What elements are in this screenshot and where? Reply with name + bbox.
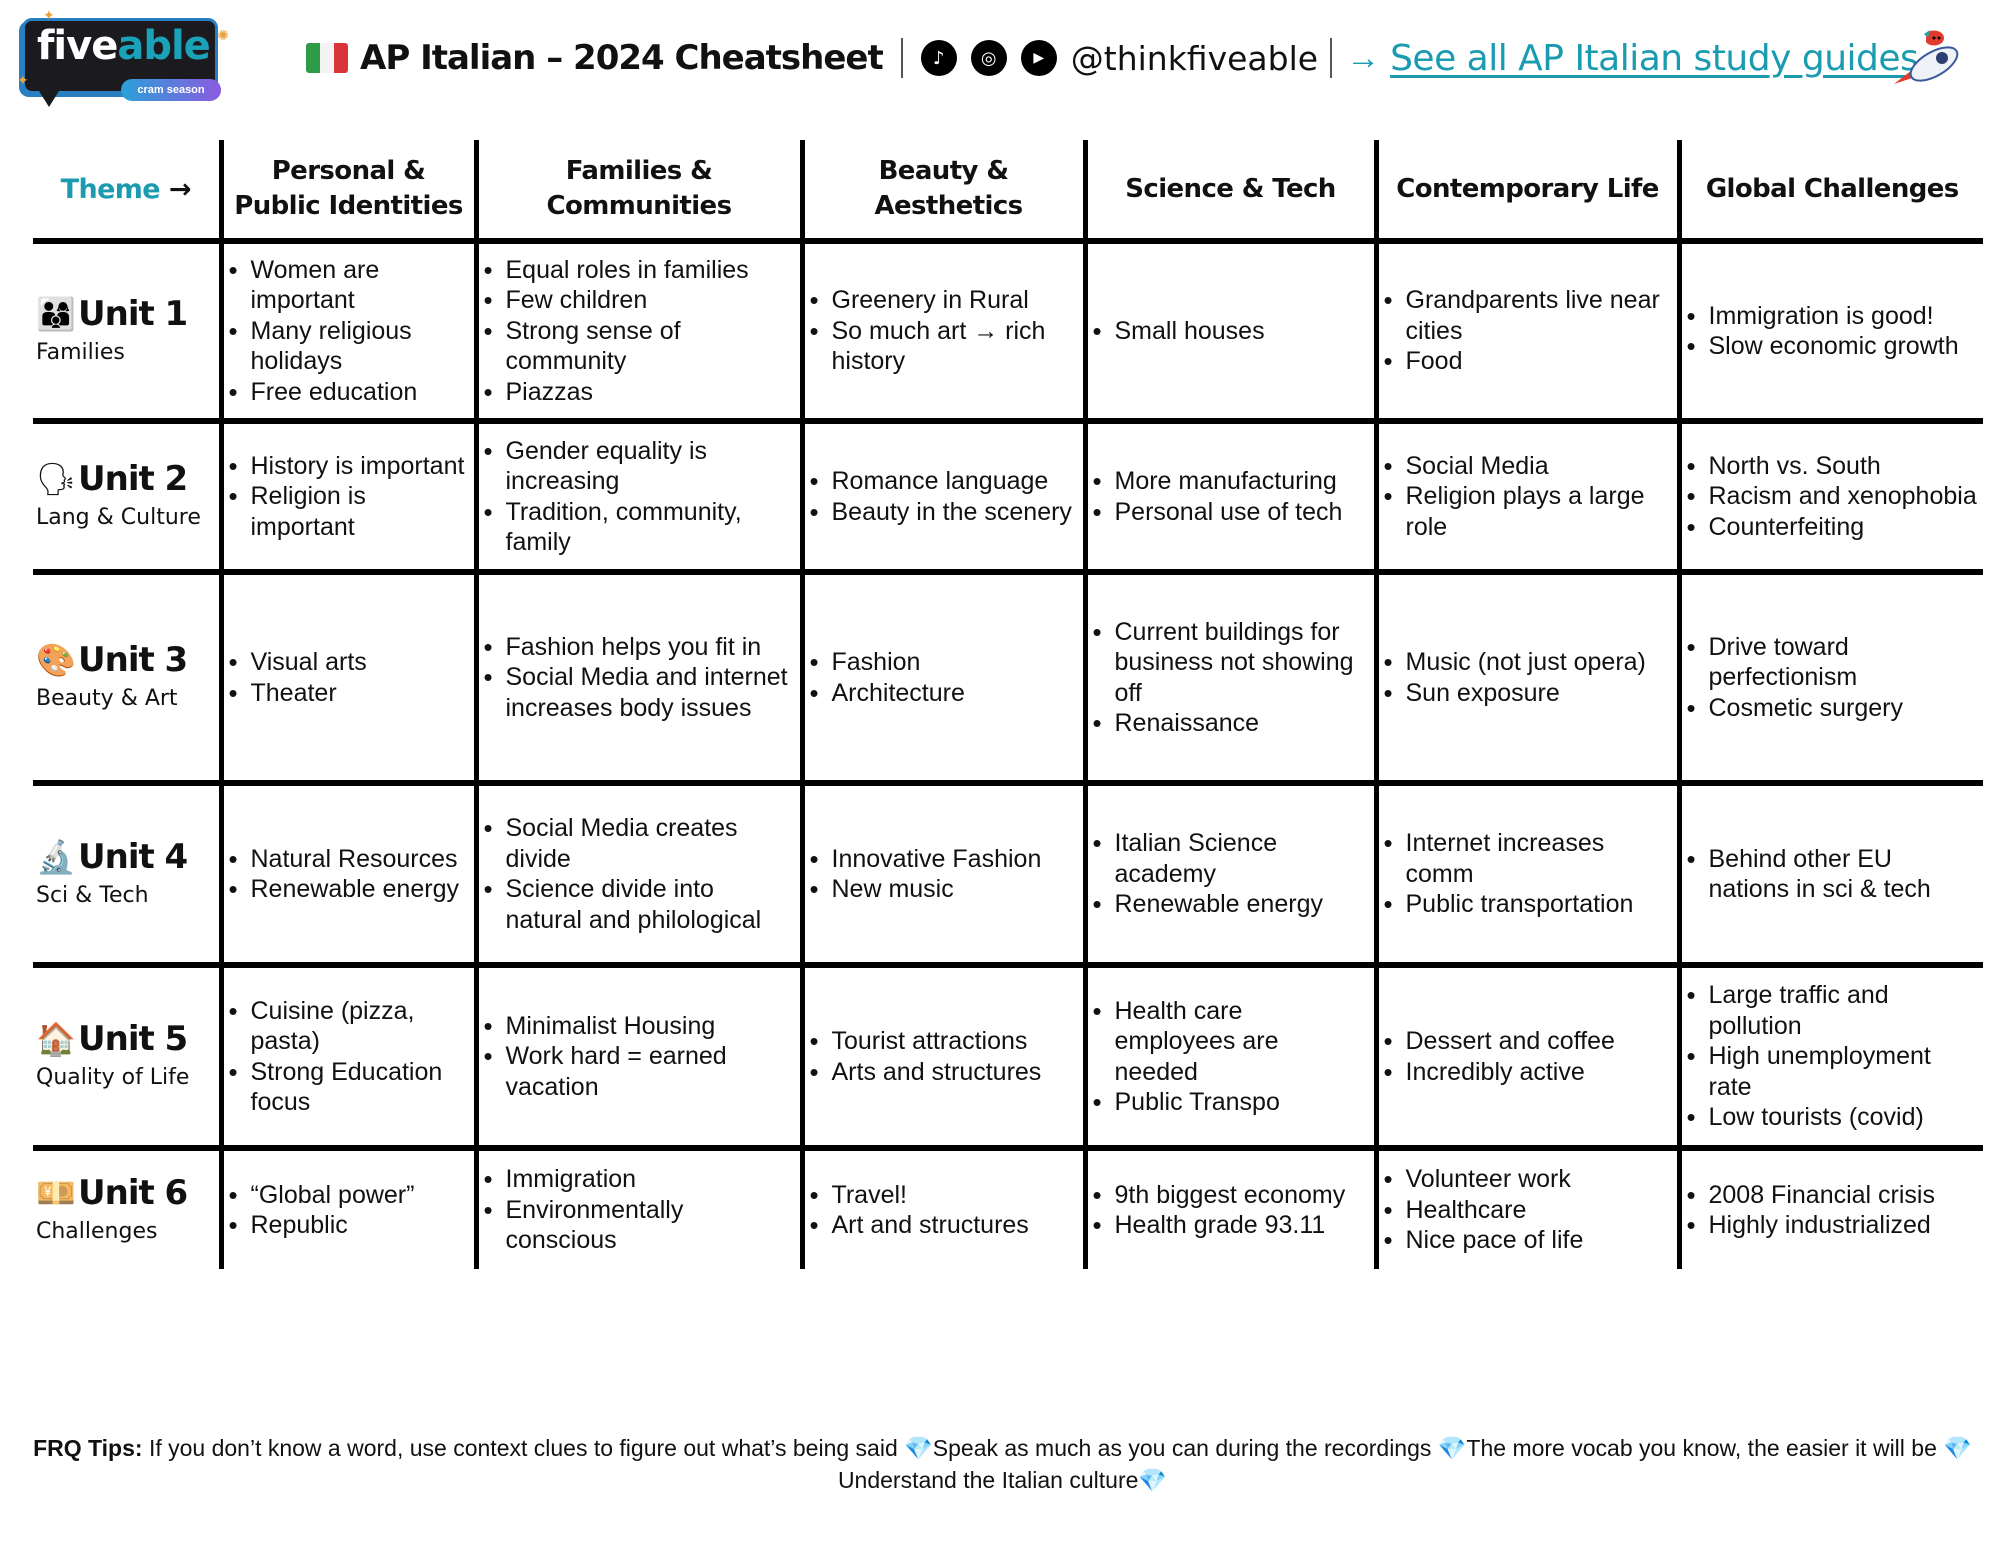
bullet-item: • Fashion (832, 647, 1077, 678)
gem-icon: 💎 (1138, 1467, 1168, 1493)
theme-cell (802, 783, 1085, 965)
bullet-list (1682, 980, 1984, 1133)
bullet-item: • 2008 Financial crisis (1709, 1180, 1978, 1211)
tip: Understand the Italian culture (837, 1467, 1139, 1493)
bullet-item: • Public Transpo (1115, 1087, 1368, 1118)
bullet-item: • Renewable energy (251, 874, 468, 905)
unit-name: Unit 4 (78, 836, 188, 877)
unit-row (33, 572, 1983, 783)
bullet-item: • Immigration is good! (1709, 301, 1978, 332)
theme-cell (1085, 1148, 1376, 1269)
frq-tips (30, 1432, 1975, 1496)
logo-wordmark: fiveable (37, 23, 210, 69)
bullet-list (1088, 1180, 1374, 1241)
bullet-item: • Social Media (1406, 451, 1671, 482)
unit-row (33, 965, 1983, 1148)
unit-name: Unit 1 (78, 293, 188, 334)
bullet-item: • Art and structures (832, 1210, 1077, 1241)
unit-label-cell (33, 241, 221, 421)
bullet-item: • Renaissance (1115, 708, 1368, 739)
theme-cell (1679, 241, 1983, 421)
bullet-item: • Republic (251, 1210, 468, 1241)
theme-cell (1085, 572, 1376, 783)
bullet-item: • Arts and structures (832, 1057, 1077, 1088)
title-bar (306, 30, 1918, 86)
theme-cell (1376, 1148, 1679, 1269)
bullet-item: • Music (not just opera) (1406, 647, 1671, 678)
bullet-item: • Food (1406, 346, 1671, 377)
theme-cell (802, 241, 1085, 421)
tiktok-icon[interactable]: ♪ (921, 40, 957, 76)
theme-cell (1085, 965, 1376, 1148)
bullet-item: • Health care employees are needed (1115, 996, 1368, 1088)
tip: Speak as much as you can during the recordings (932, 1435, 1432, 1461)
unit-name: Unit 5 (78, 1019, 188, 1059)
unit-label-cell (33, 421, 221, 572)
theme-cell (221, 1148, 476, 1269)
header (0, 0, 2000, 120)
bullet-list (479, 813, 800, 935)
bullet-item: • Health grade 93.11 (1115, 1210, 1368, 1241)
bullet-item: • Fashion helps you fit in (506, 632, 794, 663)
bullet-item: • Natural Resources (251, 844, 468, 875)
bullet-item: • Religion plays a large role (1406, 481, 1671, 542)
bullet-item: • Drive toward perfectionism (1709, 632, 1978, 693)
theme-cell (221, 783, 476, 965)
theme-cell (221, 241, 476, 421)
bullet-item: • Healthcare (1406, 1195, 1671, 1226)
theme-cell (802, 965, 1085, 1148)
bullet-list (479, 255, 800, 408)
bullet-list (224, 1180, 474, 1241)
bullet-item: • Current buildings for business not showing off (1115, 617, 1368, 709)
theme-cell (476, 241, 802, 421)
theme-header: Contemporary Life (1376, 140, 1679, 241)
bullet-list (805, 844, 1083, 905)
gem-icon: 💎 (904, 1435, 933, 1461)
bullet-item: • Environmentally conscious (506, 1195, 794, 1256)
bullet-item: • Grandparents live near cities (1406, 285, 1671, 346)
unit-title (36, 1173, 219, 1213)
bullet-item: • Innovative Fashion (832, 844, 1077, 875)
bullet-list (1088, 617, 1374, 739)
unit-title (36, 459, 219, 499)
bullet-item: • Women are important (251, 255, 468, 316)
arrow-right-icon: → (1346, 38, 1381, 77)
theme-cell (1376, 965, 1679, 1148)
theme-cell (221, 421, 476, 572)
theme-cell (476, 1148, 802, 1269)
bullet-item: • More manufacturing (1115, 466, 1368, 497)
bullet-list (1682, 844, 1984, 905)
theme-header: Families & Communities (476, 140, 802, 241)
study-guides-link[interactable]: See all AP Italian study guides (1390, 37, 1919, 79)
bullet-item: • Travel! (832, 1180, 1077, 1211)
gem-icon: 💎 (1437, 1435, 1467, 1461)
bullet-item: • Theater (251, 678, 468, 709)
unit-row (33, 1148, 1983, 1269)
bullet-list (1379, 451, 1677, 543)
bullet-list (1379, 1026, 1677, 1087)
bullet-list (805, 1180, 1083, 1241)
arrow-right-icon: → (168, 173, 191, 205)
theme-corner-label: Theme → (33, 140, 221, 241)
theme-cell (1679, 783, 1983, 965)
bullet-item: • Strong Education focus (251, 1057, 468, 1118)
bullet-item: • Slow economic growth (1709, 331, 1978, 362)
theme-cell (221, 572, 476, 783)
theme-header: Personal & Public Identities (221, 140, 476, 241)
fiveable-logo[interactable] (17, 7, 229, 96)
bullet-list (479, 436, 800, 558)
unit-subtitle: Quality of Life (36, 1065, 190, 1091)
bullet-item: • Counterfeiting (1709, 512, 1978, 543)
theme-header: Global Challenges (1679, 140, 1983, 241)
bullet-list (1379, 285, 1677, 377)
bullet-item: • Large traffic and pollution (1709, 980, 1978, 1041)
bullet-item: • Internet increases comm (1406, 828, 1671, 889)
bullet-list (1682, 1180, 1984, 1241)
bullet-list (1088, 828, 1374, 920)
theme-cell (802, 421, 1085, 572)
sparkle-icon: ✦ (43, 7, 55, 23)
theme-cell (1085, 783, 1376, 965)
bullet-item: • Strong sense of community (506, 316, 794, 377)
unit-row (33, 421, 1983, 572)
bullet-item: • History is important (251, 451, 468, 482)
theme-cell (1376, 783, 1679, 965)
bullet-item: • Dessert and coffee (1406, 1026, 1671, 1057)
unit-row (33, 241, 1983, 421)
unit-label-cell (33, 965, 221, 1148)
bullet-item: • “Global power” (251, 1180, 468, 1211)
theme-cell (476, 965, 802, 1148)
bullet-list (1088, 316, 1374, 347)
unit-subtitle: Beauty & Art (36, 686, 178, 712)
unit-title (36, 294, 219, 334)
page-title: AP Italian – 2024 Cheatsheet (360, 38, 883, 78)
bullet-item: • Cuisine (pizza, pasta) (251, 996, 468, 1057)
bullet-item: • Visual arts (251, 647, 468, 678)
theme-header: Science & Tech (1085, 140, 1376, 241)
italy-flag-icon (306, 43, 348, 73)
bullet-item: • New music (832, 874, 1077, 905)
bullet-item: • Work hard = earned vacation (506, 1041, 794, 1102)
unit-label-cell (33, 572, 221, 783)
bullet-list (479, 1011, 800, 1103)
speaking-head-icon: 🗣 (35, 461, 77, 497)
microscope-icon: 🔬 (36, 838, 76, 875)
divider (901, 38, 903, 78)
bullet-item: • Beauty in the scenery (832, 497, 1077, 528)
sparkle-icon: ✦ (17, 72, 29, 88)
bullet-item: • Sun exposure (1406, 678, 1671, 709)
bullet-item: • Tourist attractions (832, 1026, 1077, 1057)
bullet-list (805, 647, 1083, 708)
bullet-item: • North vs. South (1709, 451, 1978, 482)
unit-row (33, 783, 1983, 965)
cram-season-badge: cram season (121, 79, 221, 101)
bullet-item: • Racism and xenophobia (1709, 481, 1978, 512)
theme-cell (802, 572, 1085, 783)
unit-label-cell (33, 783, 221, 965)
bullet-list (224, 451, 474, 543)
bullet-item: • Behind other EU nations in sci & tech (1709, 844, 1978, 905)
youtube-icon[interactable]: ▶ (1021, 40, 1057, 76)
bullet-list (805, 466, 1083, 527)
family-icon: 👨‍👩‍👦 (36, 295, 76, 332)
theme-header: Beauty & Aesthetics (802, 140, 1085, 241)
bullet-item: • Minimalist Housing (506, 1011, 794, 1042)
bullet-item: • Tradition, community, family (506, 497, 794, 558)
theme-cell (1679, 965, 1983, 1148)
bullet-list (1682, 451, 1984, 543)
theme-cell (1376, 421, 1679, 572)
bullet-item: • Free education (251, 377, 468, 408)
bullet-list (224, 255, 474, 408)
theme-cell (1679, 1148, 1983, 1269)
bullet-list (1379, 1164, 1677, 1256)
bullet-list (1088, 996, 1374, 1118)
bullet-item: • 9th biggest economy (1115, 1180, 1368, 1211)
yen-banknote-icon: 💴 (36, 1174, 76, 1211)
bullet-list (224, 844, 474, 905)
bullet-item: • Gender equality is increasing (506, 436, 794, 497)
theme-cell (802, 1148, 1085, 1269)
theme-header-row (33, 140, 1983, 241)
bullet-item: • Piazzas (506, 377, 794, 408)
bullet-item: • Social Media creates divide (506, 813, 794, 874)
palette-icon: 🎨 (36, 642, 76, 678)
unit-subtitle: Families (36, 339, 125, 365)
bullet-item: • Social Media and internet increases body issues (506, 662, 794, 723)
bullet-item: • Many religious holidays (251, 316, 468, 377)
cheatsheet-table (33, 140, 1983, 1269)
social-links (921, 39, 1318, 78)
bullet-item: • Cosmetic surgery (1709, 693, 1978, 724)
unit-title (36, 640, 219, 680)
theme-cell (476, 572, 802, 783)
bullet-list (1379, 828, 1677, 920)
bullet-item: • Small houses (1115, 316, 1368, 347)
bullet-item: • Romance language (832, 466, 1077, 497)
bullet-list (805, 1026, 1083, 1087)
bullet-item: • Public transportation (1406, 889, 1671, 920)
tip: The more vocab you know, the easier it will be (1466, 1435, 1937, 1461)
bullet-item: • Equal roles in families (506, 255, 794, 286)
bullet-item: • Greenery in Rural (832, 285, 1077, 316)
bullet-list (1682, 301, 1984, 362)
unit-subtitle: Challenges (36, 1218, 158, 1244)
bullet-list (1682, 632, 1984, 724)
bullet-item: • Science divide into natural and philological (506, 874, 794, 935)
bullet-item: • Architecture (832, 678, 1077, 709)
unit-title (36, 1019, 219, 1059)
theme-cell (221, 965, 476, 1148)
social-handle[interactable]: @thinkfiveable (1070, 38, 1319, 78)
bullet-item: • Religion is important (251, 481, 468, 542)
bullet-list (1379, 647, 1677, 708)
bullet-item: • Nice pace of life (1406, 1225, 1671, 1256)
bullet-item: • Low tourists (covid) (1709, 1102, 1978, 1133)
bullet-item: • Personal use of tech (1115, 497, 1368, 528)
unit-name: Unit 3 (78, 640, 188, 680)
bullet-item: • Renewable energy (1115, 889, 1368, 920)
theme-cell (1085, 241, 1376, 421)
gem-icon: 💎 (1943, 1435, 1972, 1461)
unit-title (36, 837, 219, 877)
unit-subtitle: Sci & Tech (36, 882, 149, 908)
rocket-mascot-icon (1890, 26, 1970, 92)
theme-cell (1085, 421, 1376, 572)
bullet-item: • Immigration (506, 1164, 794, 1195)
unit-name: Unit 2 (78, 459, 188, 499)
bullet-list (479, 632, 800, 724)
unit-name: Unit 6 (78, 1172, 188, 1213)
bullet-list (805, 285, 1083, 377)
theme-cell (476, 421, 802, 572)
theme-cell (1376, 241, 1679, 421)
bullet-item: • Incredibly active (1406, 1057, 1671, 1088)
bullet-item: • Few children (506, 285, 794, 316)
theme-cell (476, 783, 802, 965)
theme-cell (1679, 572, 1983, 783)
theme-cell (1679, 421, 1983, 572)
divider (1330, 38, 1332, 78)
unit-label-cell (33, 1148, 221, 1269)
bullet-list (1088, 466, 1374, 527)
bullet-item: • So much art → rich history (832, 316, 1077, 377)
bullet-list (479, 1164, 800, 1256)
bullet-item: • Italian Science academy (1115, 828, 1368, 889)
bullet-item: • Highly industrialized (1709, 1210, 1978, 1241)
instagram-icon[interactable]: ◎ (971, 40, 1007, 76)
house-icon: 🏠 (36, 1021, 76, 1057)
unit-subtitle: Lang & Culture (36, 505, 201, 531)
bullet-list (224, 996, 474, 1118)
frq-tips-label: FRQ Tips: (33, 1435, 143, 1461)
theme-cell (1376, 572, 1679, 783)
bullet-list (224, 647, 474, 708)
bullet-item: • High unemployment rate (1709, 1041, 1978, 1102)
tip: If you don’t know a word, use context clues to figure out what’s being said (148, 1435, 898, 1461)
bullet-item: • Volunteer work (1406, 1164, 1671, 1195)
sparkle-icon: ✺ (217, 27, 229, 43)
